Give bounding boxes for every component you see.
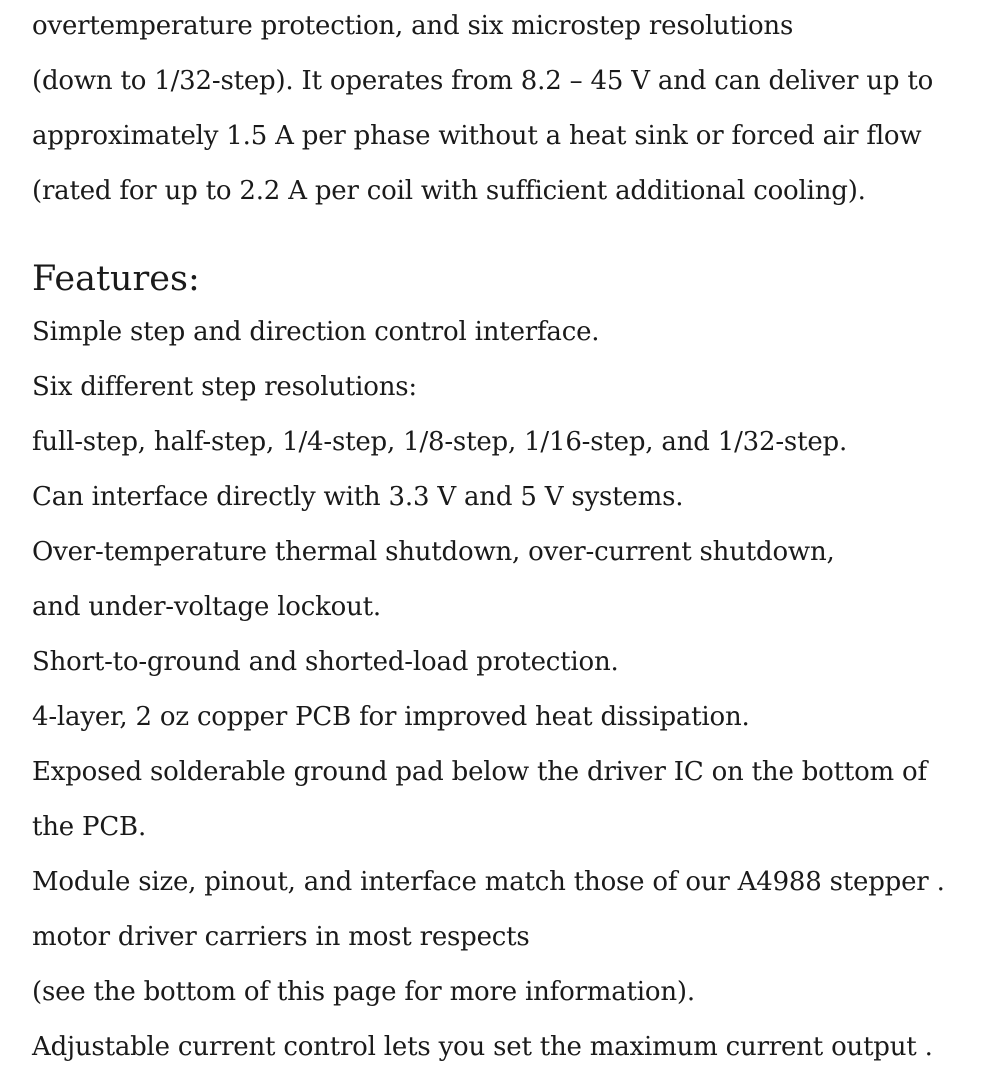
- feature-line-5: Over-temperature thermal shutdown, over-current shutdown,: [32, 537, 835, 567]
- feature-line-4: Can interface directly with 3.3 V and 5 V systems.: [32, 482, 684, 512]
- feature-line-7: Short-to-ground and shorted-load protection.: [32, 647, 619, 677]
- feature-line-1: Simple step and direction control interface.: [32, 317, 600, 347]
- feature-line-12: motor driver carriers in most respects: [32, 922, 530, 952]
- intro-line-1: overtemperature protection, and six microstep resolutions: [32, 11, 794, 41]
- feature-line-11: Module size, pinout, and interface match those of our A4988 stepper .: [32, 867, 945, 897]
- intro-line-2: (down to 1/32-step). It operates from 8.2 – 45 V and can deliver up to: [32, 66, 934, 96]
- feature-line-9: Exposed solderable ground pad below the driver IC on the bottom of: [32, 757, 927, 787]
- feature-line-13: (see the bottom of this page for more information).: [32, 977, 695, 1007]
- feature-line-3: full-step, half-step, 1/4-step, 1/8-step, 1/16-step, and 1/32-step.: [32, 427, 848, 457]
- feature-line-14: Adjustable current control lets you set the maximum current output .: [32, 1032, 933, 1062]
- intro-line-3: approximately 1.5 A per phase without a heat sink or forced air flow: [32, 121, 922, 151]
- features-heading: Features:: [32, 259, 200, 299]
- feature-line-2: Six different step resolutions:: [32, 372, 417, 402]
- feature-line-10: the PCB.: [32, 812, 147, 842]
- intro-line-4: (rated for up to 2.2 A per coil with sufficient additional cooling).: [32, 176, 866, 206]
- feature-line-6: and under-voltage lockout.: [32, 592, 381, 622]
- feature-line-8: 4-layer, 2 oz copper PCB for improved heat dissipation.: [32, 702, 750, 732]
